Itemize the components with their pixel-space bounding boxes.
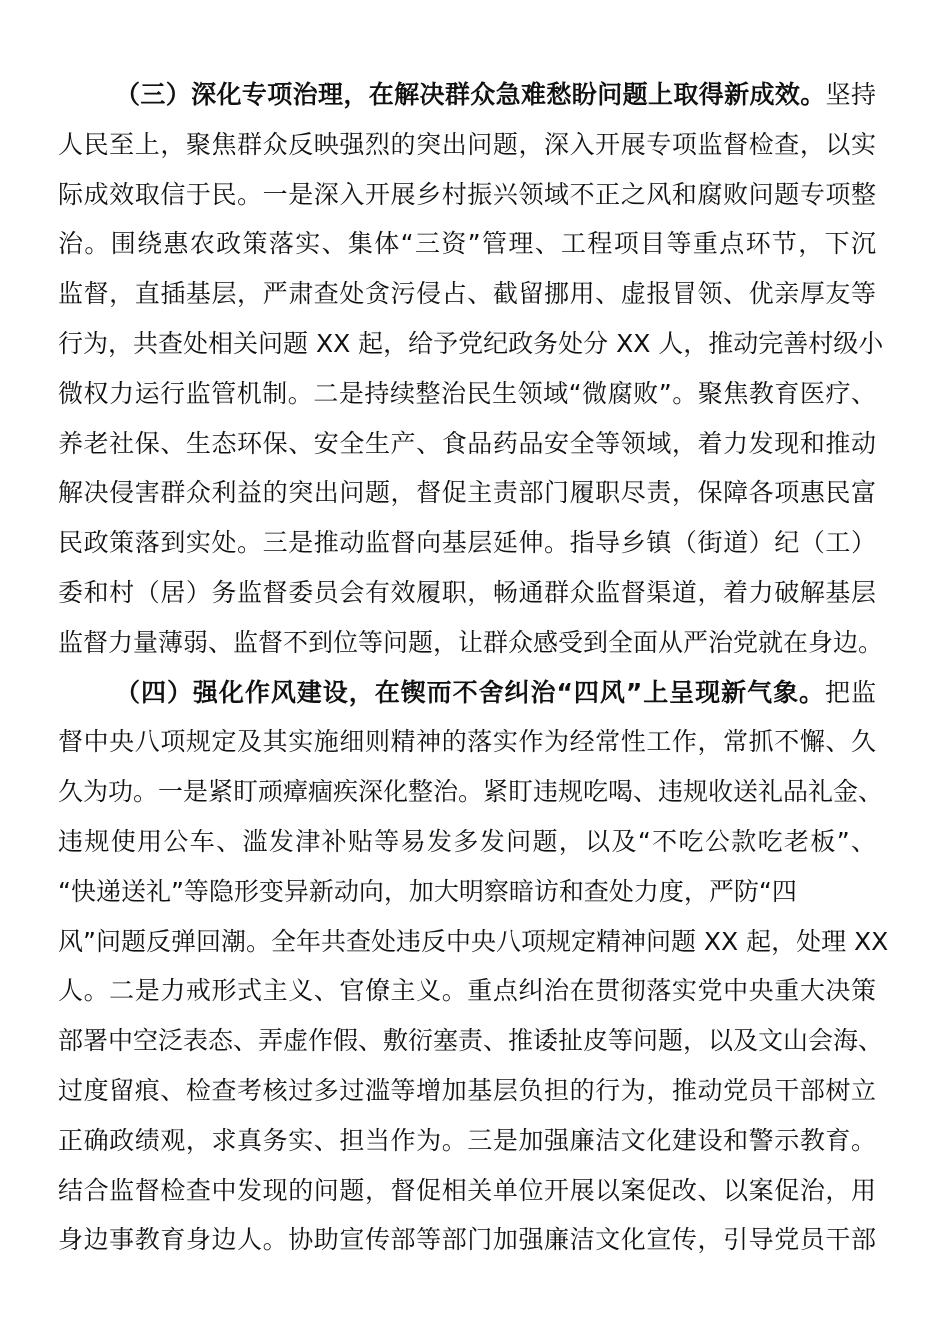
text-line: “快递送礼”等隐形变异新动向，加大明察暗访和查处力度，严防“四 — [58, 876, 797, 906]
text-line: 部署中空泛表态、弄虚作假、敷衍塞责、推诿扯皮等问题，以及文山会海、 — [58, 1026, 884, 1056]
section-heading-3: （三）深化专项治理，在解决群众急难愁盼问题上取得新成效。 — [115, 80, 826, 109]
text-run: 把监 — [825, 677, 876, 707]
text-run: 坚持 — [825, 80, 876, 109]
text-line: 身边事教育身边人。协助宣传部等部门加强廉洁文化宣传，引导党员干部 — [58, 1225, 876, 1255]
text-line: 行为，共查处相关问题 XX 起，给予党纪政务处分 XX 人，推动完善村级小 — [58, 328, 884, 358]
text-line: 监督，直插基层，严肃查处贪污侵占、截留挪用、虚报冒领、优亲厚友等 — [58, 279, 876, 309]
text-line: 人民至上，聚焦群众反映强烈的突出问题，深入开展专项监督检查，以实 — [58, 129, 876, 159]
text-line: 解决侵害群众利益的突出问题，督促主责部门履职尽责，保障各项惠民富 — [58, 478, 876, 508]
text-line: 人。二是力戒形式主义、官僚主义。重点纠治在贯彻落实党中央重大决策 — [58, 976, 876, 1006]
text-line: 正确政绩观，求真务实、担当作为。三是加强廉洁文化建设和警示教育。 — [58, 1125, 876, 1155]
section-heading-4: （四）强化作风建设，在锲而不舍纠治“四风”上呈现新气象。 — [115, 677, 826, 707]
text-line: 际成效取信于民。一是深入开展乡村振兴领域不正之风和腐败问题专项整 — [58, 179, 876, 209]
text-line: 久为功。一是紧盯顽瘴痼疾深化整治。紧盯违规吃喝、违规收送礼品礼金、 — [58, 777, 884, 807]
text-line: 微权力运行监管机制。二是持续整治民生领域“微腐败”。聚焦教育医疗、 — [58, 378, 876, 408]
text-line: 治。围绕惠农政策落实、集体“三资”管理、工程项目等重点环节，下沉 — [58, 229, 876, 259]
paragraph-3-heading-line — [58, 70, 876, 120]
document-page — [58, 70, 889, 1265]
text-line: 督中央八项规定及其实施细则精神的落实作为经常性工作，常抓不懈、久 — [58, 727, 876, 757]
text-line: 民政策落到实处。三是推动监督向基层延伸。指导乡镇（街道）纪（工） — [58, 528, 876, 558]
text-line: 过度留痕、检查考核过多过滥等增加基层负担的行为，推动党员干部树立 — [58, 1075, 876, 1105]
text-line: 养老社保、生态环保、安全生产、食品药品安全等领域，着力发现和推动 — [58, 428, 876, 458]
text-line: 结合监督检查中发现的问题，督促相关单位开展以案促改、以案促治，用 — [58, 1175, 876, 1205]
text-line: 监督力量薄弱、监督不到位等问题，让群众感受到全面从严治党就在身边。 — [58, 627, 884, 657]
text-line: 违规使用公车、滥发津补贴等易发多发问题，以及“不吃公款吃老板”、 — [58, 826, 876, 856]
text-line: 委和村（居）务监督委员会有效履职，畅通群众监督渠道，着力破解基层 — [58, 577, 876, 607]
text-line: 风”问题反弹回潮。全年共查处违反中央八项规定精神问题 XX 起，处理 XX — [58, 926, 889, 956]
paragraph-4-heading-line — [58, 668, 876, 718]
